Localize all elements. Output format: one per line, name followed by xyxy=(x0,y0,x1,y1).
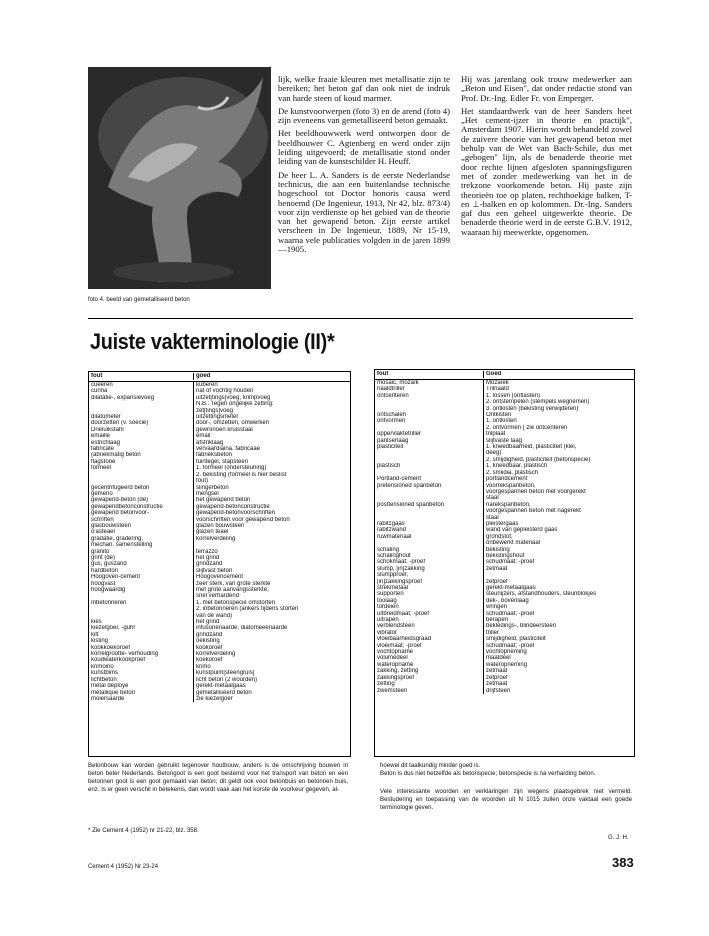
section-title: Juiste vakterminologie (II)* xyxy=(90,329,335,354)
cell-goed: door-, omzetten, omwerken xyxy=(196,420,270,427)
cell-fout: métallique beton xyxy=(89,690,194,696)
cell-fout: gus, guszand xyxy=(89,561,194,567)
cell-goed: steunijzers, afstandhouders, steunblokjes xyxy=(486,591,597,598)
cell-fout: gewapendbetonconstructie xyxy=(89,504,194,510)
table-header xyxy=(89,372,350,382)
cell-fout: oppervlaktetriller xyxy=(375,431,484,437)
cell-fout: supporten xyxy=(375,591,484,597)
cell-goed: het grind xyxy=(196,619,220,626)
cell-fout: vloeimaat; -proef xyxy=(375,643,484,649)
cell-fout: volumedeel xyxy=(375,655,484,661)
cell-goed: van de wand) xyxy=(196,612,233,619)
cell-fout: ontschalen xyxy=(375,412,484,418)
cell-goed: gerekt-metaalgaas xyxy=(196,683,246,690)
cell-goed: oekisting xyxy=(196,638,220,645)
header-goed: Goed xyxy=(486,371,502,378)
eagle-statue-icon xyxy=(88,67,271,289)
cell-goed: zet[tings]voeg xyxy=(196,407,234,414)
cell-goed: schudmaat; -proef xyxy=(486,610,535,617)
cell-fout: kies xyxy=(89,619,194,625)
cell-goed: zie kiezelgoer xyxy=(196,695,233,702)
header-fout: fout xyxy=(375,371,484,377)
cell-fout: slumpproef, xyxy=(375,572,484,578)
cell-fout: granito xyxy=(89,549,194,555)
cell-goed: vochtopneming xyxy=(486,649,527,656)
paragraph: De kunstvoorwerpen (foto 3) en de arend (foto 4) zijn eveneens van gemetalliseerd beton gemaakt. xyxy=(278,105,450,126)
paragraph: lijk, welke fraaie kleuren met metallisatie zijn te bereiken; het beton gaf dan ook niet de indruk van harde steen of koud marmer. xyxy=(278,74,450,103)
cell-goed: voorgespannen beton met nagerekt xyxy=(486,508,581,515)
journal-reference: Cement 4 (1952) Nr 23-24 xyxy=(88,864,159,870)
closing-text-left: Betonbouw kan worden gebruikt tegenover houtbouw, anders is de omschrijving bouwen in beton beter Nederlands. Betongoot is een goot bestemd voor het transport van beton en een betonnen goot is een goot gemaakt van beton; dit geldt ook voor betonbuis en betonnen buis, enz. Is er geen verschil in betekenis, dan wordt vaak aan het korste de voorkeur gegeven, al- xyxy=(88,762,348,794)
cell-goed: drijfsteen xyxy=(486,687,511,694)
cell-fout: gewapend-beton (de) xyxy=(89,497,194,503)
cell-goed: 2. ontstempelen (stempels wegnemen) xyxy=(486,399,590,406)
cell-goed: 2. smijdigheid, plasticiteit (betonspecie) xyxy=(486,456,591,463)
paragraph: hoewel dit taalkundig minder goed is. xyxy=(380,762,481,769)
cell-goed: Mozaïek xyxy=(486,380,509,386)
cell-fout: schokmaat: -proef xyxy=(375,559,484,565)
cell-goed: snel verhardend xyxy=(196,593,240,600)
header-fout: fout xyxy=(89,373,194,379)
cell-goed: kunstpuim[steengruis] xyxy=(196,670,255,677)
cell-fout: kilt xyxy=(89,632,194,638)
cell-fout: zakkingsproef xyxy=(375,675,484,681)
cell-goed: zetmaat xyxy=(486,681,508,688)
cell-goed: uitzet[tings]voeg, krimpvoeg xyxy=(196,394,271,401)
cell-goed: met grote aanvangssterkte, xyxy=(196,587,269,593)
cell-goed: licht beton (2 woorden) xyxy=(196,676,258,683)
cell-fout: fabricate xyxy=(89,446,194,452)
cell-goed: mengsel xyxy=(196,490,219,497)
page-number: 383 xyxy=(612,855,634,870)
table-row xyxy=(89,696,350,702)
cell-fout: toolaag xyxy=(375,598,484,604)
cell-goed: Hoogovencement xyxy=(196,574,244,581)
footnote: * Zie Cement 4 (1952) nr 21-22, blz. 358. xyxy=(88,827,199,834)
cell-goed: grindzand xyxy=(196,561,223,568)
cell-fout: glasbouwsteen xyxy=(89,523,194,529)
cell-goed: wand van gepleisterd gaas xyxy=(486,527,558,534)
cell-goed: voorgespannen beton met voorgerekt xyxy=(486,488,586,495)
cell-goed: bekledings-, blindeersteen xyxy=(486,623,557,630)
cell-fout: zwemsteen xyxy=(375,688,484,694)
cell-fout: zetting xyxy=(375,681,484,687)
cell-fout: hoogwaardig xyxy=(89,587,194,593)
cell-fout: estrichlaag xyxy=(89,440,194,446)
cell-fout: krimoino xyxy=(89,664,194,670)
cell-goed: kuberen xyxy=(196,382,218,388)
cell-fout: schaling xyxy=(375,547,484,553)
article-column-right xyxy=(461,75,632,241)
cell-fout: kisting xyxy=(89,638,194,644)
cell-goed: 1. ontkisten xyxy=(486,418,517,425)
cell-goed: fout) xyxy=(196,478,209,485)
cell-fout: plastisch xyxy=(375,463,484,469)
cell-fout: [in]zakkingsproef xyxy=(375,579,484,585)
cell-fout: kiezelgoer, -guhr xyxy=(89,625,194,631)
cell-goed: 2. inbetonneren (ankers tijdens storten xyxy=(196,606,299,613)
eagle-photo xyxy=(88,67,271,289)
cell-goed: fabrieksbeton xyxy=(196,452,233,459)
cell-fout: gecentrifugeerd beton xyxy=(89,485,194,491)
cell-fout: moiersaarde xyxy=(89,696,194,702)
cell-fout: grint (de) xyxy=(89,555,194,561)
table-row xyxy=(375,688,634,694)
cell-goed: slijtvaste laag xyxy=(486,437,523,444)
cell-goed: maatdeel xyxy=(486,655,511,662)
cell-goed: zetproef xyxy=(486,578,508,585)
cell-goed: het grind xyxy=(196,554,220,561)
paragraph: Vele interessante woorden en verklaringen zijn wegens plaatsgebrek niet vermeld. Bestudering en toepassing van de woorden uit N 1015 zullen onze vaktaal een goede terminologie geven. xyxy=(380,788,632,812)
header-goed: goed xyxy=(196,373,211,380)
cell-fout: dilatatie-, expansievoeg xyxy=(89,395,194,401)
cell-fout: tordeien xyxy=(375,604,484,610)
cell-goed: gemetalliseerd beton xyxy=(196,689,252,696)
cell-fout: ontcenteren xyxy=(375,393,484,399)
cell-goed: slijtvast beton xyxy=(196,567,233,574)
cell-fout: vochtopname xyxy=(375,649,484,655)
cell-goed: schudmaat; -proef xyxy=(486,642,535,649)
cell-fout: gemeno xyxy=(89,491,194,497)
cell-goed: deeg) xyxy=(486,450,502,457)
cell-fout: kunstbims xyxy=(89,670,194,676)
terminology-table-right xyxy=(374,369,635,757)
cell-goed: 2. bekisting (formeel is hier beslist xyxy=(196,471,287,478)
cell-fout: rabitzgaas xyxy=(375,521,484,527)
cell-fout: dilatometer xyxy=(89,414,194,420)
cell-goed: afstriklaag xyxy=(196,439,224,446)
cell-fout: Portland-cement xyxy=(375,476,484,482)
cell-goed: smijdigheid, plasticiteit xyxy=(486,636,546,643)
paragraph: Het beeldhouwwerk werd ontworpen door de beeldhouwer C. Agtenberg en werd onder zijn leiding uitgevoerd; de metallisatie stond onder leiding van de kunstschilder H. Heuff. xyxy=(278,128,450,167)
cell-goed: 1. lossen (ontlasten) xyxy=(486,392,541,399)
cell-goed: portlandcement xyxy=(486,476,528,483)
cell-fout: cueeren xyxy=(89,382,194,388)
cell-fout: Inbetonneren xyxy=(89,600,194,606)
cell-fout: gradatie, gradering, xyxy=(89,536,194,542)
cell-fout: posttensioned spanbeton xyxy=(375,502,484,508)
cell-fout: métal déployé xyxy=(89,683,194,689)
cell-goed: vervaardiaina. fabricaae xyxy=(196,446,261,453)
cell-goed: berapen xyxy=(486,617,509,624)
cell-fout: kookkoekoroef xyxy=(89,645,194,651)
cell-goed: staal xyxy=(486,495,499,502)
terminology-table-left xyxy=(88,371,351,757)
cell-goed: tuintegel, stapsteen xyxy=(196,458,249,465)
cell-fout: doorzetten (v. soecie) xyxy=(89,420,194,426)
cell-goed: slingerbeton xyxy=(196,484,229,491)
cell-fout: verblendsteen xyxy=(375,623,484,629)
cell-fout: formeel xyxy=(89,465,194,471)
cell-fout: o'asteael xyxy=(89,529,194,535)
cell-fout: mosaic, mozaïk xyxy=(375,380,484,386)
cell-goed: voorschriften voor gewapend beton xyxy=(196,516,290,523)
cell-fout: emaille xyxy=(89,433,194,439)
cell-goed: 2. ontvormen { zie ontcenteren xyxy=(486,424,568,431)
cell-fout: curina xyxy=(89,388,194,394)
cell-goed: gewapend-betonconstructie xyxy=(196,503,270,510)
cell-fout: Drieluikstahl xyxy=(89,427,194,433)
cell-goed: email xyxy=(196,433,211,440)
cell-goed: voorrekspanbeton, xyxy=(486,482,536,489)
cell-fout: Hoogoven-cement xyxy=(89,574,194,580)
cell-fout: zakking, zetting xyxy=(375,668,484,674)
cell-goed: staal xyxy=(486,514,499,521)
cell-fout: ruwmateriaal xyxy=(375,534,484,540)
cell-goed: 3. ontkisten (bekisting verwijderen) xyxy=(486,405,579,412)
cell-fout: (abriekmatig beton xyxy=(89,452,194,458)
cell-fout: slump, [in]zakking xyxy=(375,566,484,572)
cell-goed: glazen bouwsteen xyxy=(196,522,245,529)
cell-goed: bekisting xyxy=(486,546,510,553)
cell-goed: gewapend-betonvoorschriften xyxy=(196,510,276,517)
cell-fout: koudwaterkookproef xyxy=(89,657,194,663)
cell-fout: wateropname xyxy=(375,662,484,668)
closing-text-right xyxy=(380,762,632,812)
cell-fout: pretensioned spanbeton xyxy=(375,483,484,489)
cell-goed: pleistergaas xyxy=(486,520,519,527)
cell-fout: korrelgrootte- verhouding xyxy=(89,651,194,657)
paragraph: Beton is dus niet hetzelfde als betonspecie; betonspecie is na verharding beton. xyxy=(380,770,596,778)
divider xyxy=(88,318,633,319)
cell-goed: 2. smiidia. plastisch xyxy=(486,469,539,476)
paragraph: Het standaardwerk van de heer Sanders heet „Het cement-ijzer in theorie en practijk", Amsterdam 1907. Hierin wordt behandeld zowel de zuivere theorie van het gewapend beton met behulp van de Wet van Bach-Schile, dus met „gebogen" lijn, als de benaderde theorie met door rechte lijnen afgesloten spanningsfiguren met of zonder medewerking van het in de trekzone voorkomende beton. Hij paste zijn theorieën toe op platen, rechthoekige balken, T- en ⊥-balken en op kolommen. Dr.-Ing. Sanders gaf dus een geheel uitgewerkte theorie. De benaderde theorie werd in de eerste G.B.V. 1912, waaraan hij meewerkte, opgenomen. xyxy=(461,105,632,237)
cell-goed: schudmaat: -proef xyxy=(486,559,535,566)
author-initials: G. J. H. xyxy=(608,834,629,841)
cell-goed: bekistingshout xyxy=(486,552,525,559)
cell-fout: uitbreidmaat; -proef xyxy=(375,611,484,617)
cell-goed: 1. formeel (ondersteuning) xyxy=(196,465,267,472)
cell-goed: zetproef xyxy=(486,674,508,681)
table-header xyxy=(375,370,634,380)
cell-goed: gerekt-metaalgaas xyxy=(486,585,536,591)
cell-goed: Trilnaald xyxy=(486,386,509,393)
cell-goed: wateropneming xyxy=(486,661,528,668)
cell-goed: zeer sterk, van grote sterkte xyxy=(196,580,271,587)
photo-caption: foto 4. beeld van gemetalliseerd beton xyxy=(88,297,190,303)
cell-fout: ontvormen xyxy=(375,418,484,424)
cell-goed: terrazzo xyxy=(196,548,218,555)
cell-fout: hoogvast xyxy=(89,581,194,587)
cell-goed: infusoriënaarde, diatomeeënaarde xyxy=(196,625,288,632)
cell-fout: schriften xyxy=(89,517,194,523)
cell-goed: 1. kneedbaar, plastisch xyxy=(486,463,548,470)
cell-goed: zetmaat xyxy=(486,668,508,675)
cell-goed: Ontkisten xyxy=(486,412,512,419)
cell-goed: onbewerkt materiaal xyxy=(486,540,541,547)
cell-goed: trilplaat xyxy=(486,431,506,438)
cell-goed: kookoroef xyxy=(196,644,223,651)
cell-fout: gewapend betonvoor- xyxy=(89,510,194,516)
cell-goed: gewronoen kruisstaal xyxy=(196,426,253,433)
cell-fout: flagstone xyxy=(89,459,194,465)
cell-fout: vloeibaarheidsgraad xyxy=(375,636,484,642)
paragraph: De heer L. A. Sanders is de eerste Nederlandse technicus, die aan een buitenlandse technische hogeschool tot Doctor honoris causa werd benoemd (De Ingenieur, 1913, Nr 42, blz. 873/4) voor zijn verdienste op het gebied van de theorie van het gewapend beton. Zijn eerste artikel verscheen in De Ingenieur, 1889, Nr 15-19, waarna vele publicaties volgden in de jaren 1899—1905. xyxy=(278,169,450,255)
cell-fout: vibrator xyxy=(375,630,484,636)
cell-goed: narekspanbeton, xyxy=(486,501,531,508)
cell-goed: korrelverdeling xyxy=(196,535,236,542)
table-body xyxy=(375,380,634,694)
cell-goed: koekoroef xyxy=(196,657,223,664)
cell-goed: krimo xyxy=(196,663,211,670)
cell-fout: plasticiteit xyxy=(375,444,484,450)
cell-goed: dek-, bovenlaag xyxy=(486,597,529,604)
cell-goed: korrelverdeling xyxy=(196,651,236,658)
cell-fout: hardbeton xyxy=(89,568,194,574)
cell-fout: uitrapen xyxy=(375,617,484,623)
cell-goed: 1. met betonspecie omstorten xyxy=(196,599,276,606)
cell-fout: lichtbeton xyxy=(89,677,194,683)
cell-goed: zetmaat xyxy=(486,565,508,572)
cell-fout: mechan. samenstelling xyxy=(89,542,194,548)
cell-goed: uitzettingsmeter xyxy=(196,414,239,421)
article-column-left xyxy=(278,75,450,258)
cell-goed: grondstof, xyxy=(486,533,513,540)
table-body xyxy=(89,382,350,702)
paragraph: Hij was jarenlang ook trouw medewerker aan „Beton und Eisen", dat onder redactie stond van Prof. Dr.-Ing. Edler Fr. von Emperger. xyxy=(461,74,632,103)
cell-goed: 1. kneedbaarheid, plasticiteit (klei, xyxy=(486,444,577,451)
cell-goed: glazen teael xyxy=(196,529,229,536)
cell-fout: rabitzwand xyxy=(375,527,484,533)
cell-goed: N.B.: Tegen ongelijke zetting: xyxy=(196,401,274,408)
cell-goed: triller xyxy=(486,629,499,636)
cell-goed: wringen xyxy=(486,604,508,611)
cell-goed: grindzand xyxy=(196,631,223,638)
cell-goed: het gewapend beton xyxy=(196,497,251,504)
cell-fout: naaldtriller xyxy=(375,386,484,392)
cell-fout: schalinghout xyxy=(375,553,484,559)
cell-fout: pantserlaag xyxy=(375,438,484,444)
cell-goed: nat of vochtig houden xyxy=(196,388,254,395)
cell-fout: strekmetaal xyxy=(375,585,484,591)
